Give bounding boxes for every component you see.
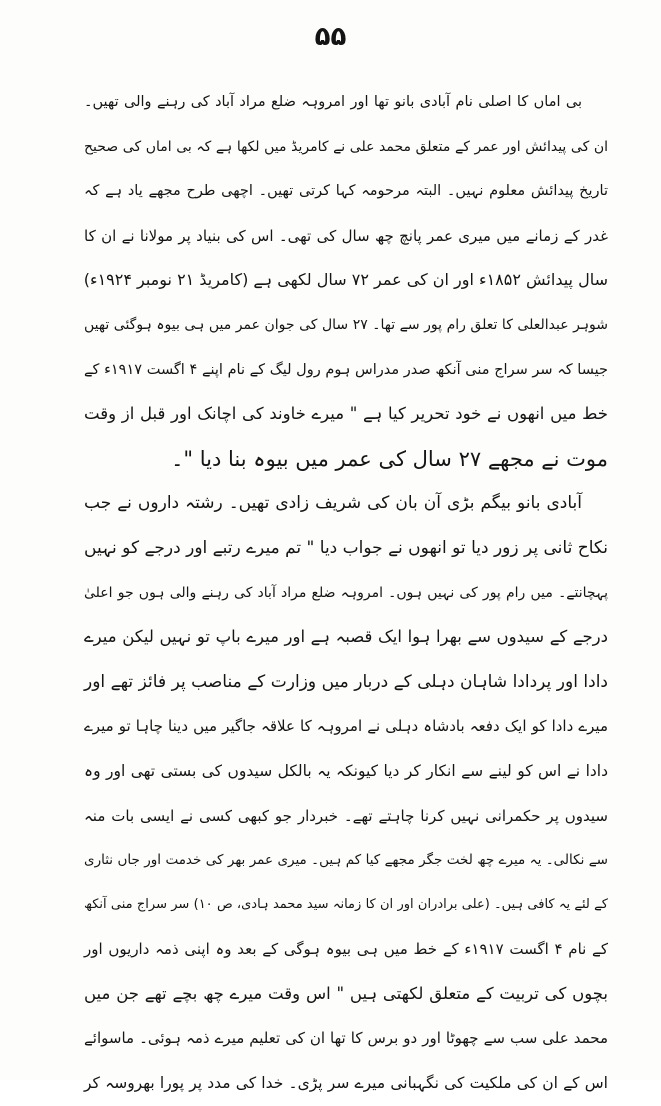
- text-line: کے نام ۴ اگست ۱۹۱۷ء کے خط میں ہی بیوہ ہوگی کے بعد وہ اپنی ذمہ داریوں اور: [84, 940, 608, 959]
- text-line: محمد علی سب سے چھوٹا اور دو برس کا تھا ان کی تعلیم میرے ذمہ ہوئی۔ ماسوائے: [84, 1029, 608, 1048]
- text-line: سیدوں پر حکمرانی نہیں کرنا چاہتے تھے۔ خبردار جو کبھی کسی نے ایسی بات منہ: [84, 806, 608, 825]
- text-line: ان کی پیدائش اور عمر کے متعلق محمد علی نے کامریڈ میں لکھا ہے کہ بی اماں کی صحیح: [84, 138, 608, 155]
- text-line: کے لئے یہ کافی ہیں۔ (علی برادران اور ان کا زمانہ سید محمد ہادی، ص ۱۰) سر سراج منی آنکھ: [84, 896, 608, 912]
- text-line: نکاح ثانی پر زور دیا تو انھوں نے جواب دیا " تم میرے رتبے اور درجے کو نہیں: [84, 537, 608, 558]
- text-line: خط میں انھوں نے خود تحریر کیا ہے " میرے خاوند کی اچانک اور قبل از وقت: [84, 404, 608, 424]
- text-line: سے نکالی۔ یہ میرے چھ لخت جگر مجھے کیا کم ہیں۔ میری عمر بھر کی خدمت اور جاں نثاری: [84, 852, 608, 869]
- body-text: [84, 80, 608, 1106]
- text-line: آبادی بانو بیگم بڑی آن بان کی شریف زادی تھیں۔ رشتہ داروں نے جب: [84, 493, 582, 514]
- text-line: غدر کے زمانے میں میری عمر پانچ چھ سال کی تھی۔ اس کی بنیاد پر مولانا نے ان کا: [84, 226, 608, 245]
- text-line: اس کے ان کی ملکیت کی نگہبانی میرے سر پڑی۔ خدا کی مدد پر پورا بھروسہ کر: [84, 1074, 608, 1093]
- text-line: بی اماں کا اصلی نام آبادی بانو تھا اور امروہہ ضلع مراد آباد کی رہنے والی تھیں۔: [84, 94, 582, 110]
- text-line: تاریخ پیدائش معلوم نہیں۔ البتہ مرحومہ کہا کرتی تھیں۔ اچھی طرح مجھے یاد ہے کہ: [84, 183, 608, 200]
- text-line: شوہر عبدالعلی کا تعلق رام پور سے تھا۔ ۲۷ سال کی جوان عمر میں ہی بیوہ ہوگئی تھیں: [84, 316, 608, 333]
- text-line: پہچانتے۔ میں رام پور کی نہیں ہوں۔ امروہہ ضلع مراد آباد کی رہنے والی ہوں جو اعلیٰ: [84, 584, 608, 601]
- page-number: ۵۵: [314, 22, 347, 52]
- text-line: بچوں کی تربیت کے متعلق لکھتی ہیں " اس وقت میرے چھ بچے تھے جن میں: [84, 983, 608, 1003]
- text-line: درجے کے سیدوں سے بھرا ہوا ایک قصبہ ہے اور میرے باپ تو نہیں لیکن میرے: [84, 627, 608, 647]
- text-line: میرے دادا کو ایک دفعہ بادشاہ دہلی نے امروہہ کا علاقہ جاگیر میں دینا چاہا تو میرے: [84, 717, 608, 736]
- text-line: دادا اور پردادا شاہان دہلی کے دربار میں وزارت کے مناصب پر فائز تھے اور: [84, 671, 608, 692]
- text-line: دادا نے اس کو لینے سے انکار کر دیا کیونکہ یہ بالکل سیدوں کی بستی تھی اور وہ: [84, 761, 608, 780]
- text-line: موت نے مجھے ۲۷ سال کی عمر میں بیوہ بنا دیا "۔: [171, 446, 608, 471]
- text-line: سال پیدائش ۱۸۵۲ء اور ان کی عمر ۷۲ سال لکھی ہے (کامریڈ ۲۱ نومبر ۱۹۲۴ء): [83, 270, 608, 290]
- text-line: جیسا کہ سر سراج منی آنکھ صدر مدراس ہوم رول لیگ کے نام اپنے ۴ اگست ۱۹۱۷ء کے: [84, 361, 608, 378]
